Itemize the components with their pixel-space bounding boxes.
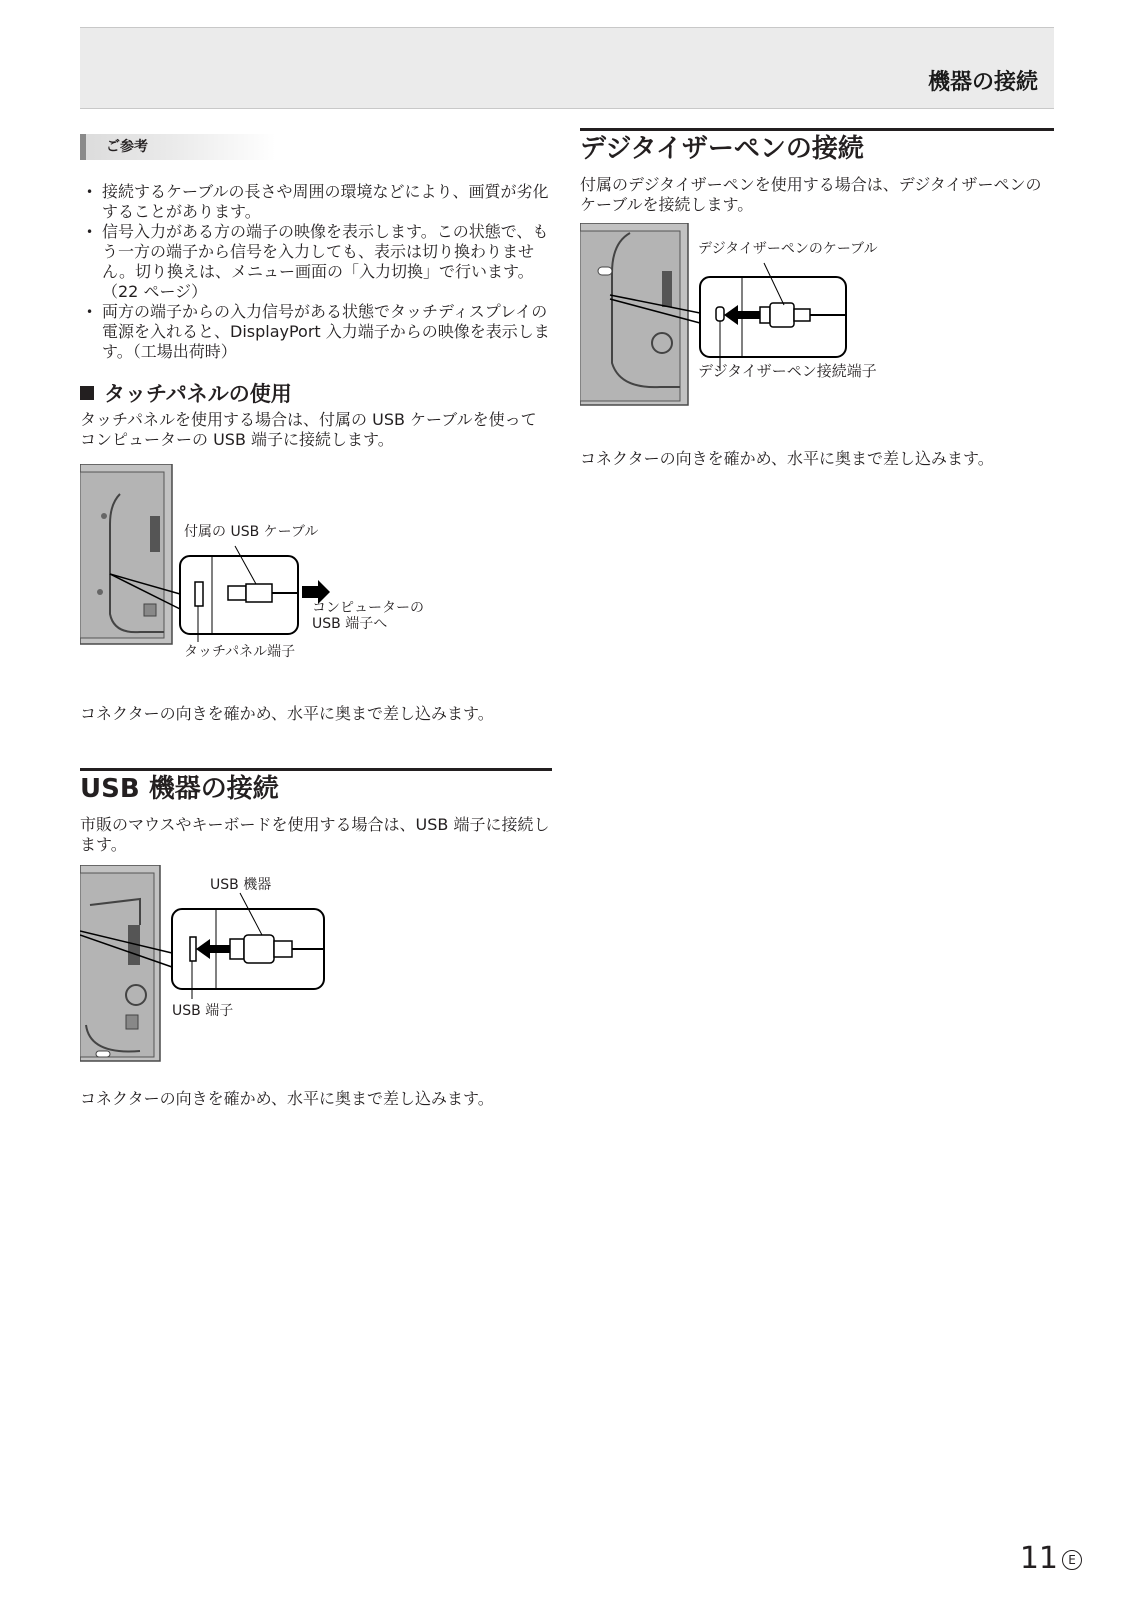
- region-mark-icon: E: [1062, 1550, 1082, 1570]
- label-touch-panel-port: タッチパネル端子: [184, 644, 296, 660]
- page-number-value: 11: [1019, 1541, 1058, 1576]
- note-tag: ご参考: [80, 134, 276, 160]
- touch-panel-heading: タッチパネルの使用: [80, 380, 552, 408]
- label-digitizer-port: デジタイザーペン接続端子: [698, 362, 877, 380]
- touch-panel-illustration: [80, 464, 552, 664]
- digitizer-section-title: デジタイザーペンの接続: [580, 134, 864, 164]
- page-header-title: 機器の接続: [927, 70, 1038, 95]
- touch-panel-figure: [80, 464, 552, 664]
- page-number: [1020, 1542, 1082, 1576]
- label-usb-cable: 付属の USB ケーブル: [184, 524, 319, 540]
- note-list: [80, 182, 552, 362]
- left-column: [80, 134, 552, 1109]
- digitizer-figure: [580, 223, 1054, 413]
- label-usb-port: USB 端子: [172, 1003, 234, 1019]
- usb-caption: コネクターの向きを確かめ、水平に奥まで差し込みます。: [80, 1089, 494, 1108]
- digitizer-caption: コネクターの向きを確かめ、水平に奥まで差し込みます。: [580, 449, 994, 468]
- square-bullet-icon: [80, 386, 94, 400]
- label-to-computer: コンピューターの: [312, 600, 424, 616]
- label-digitizer-cable: デジタイザーペンのケーブル: [698, 241, 878, 257]
- usb-section-body: 市販のマウスやキーボードを使用する場合は、USB 端子に接続します。: [80, 815, 550, 854]
- touch-panel-caption: コネクターの向きを確かめ、水平に奥まで差し込みます。: [80, 704, 494, 723]
- label-usb-device: USB 機器: [210, 877, 272, 893]
- label-to-usb-port: USB 端子へ: [312, 616, 388, 632]
- right-column: [580, 128, 1054, 469]
- usb-section-title: USB 機器の接続: [80, 774, 279, 804]
- note-item: • 接続するケーブルの長さや周囲の環境などにより、画質が劣化することがあります。: [80, 182, 552, 222]
- touch-panel-body: タッチパネルを使用する場合は、付属の USB ケーブルを使ってコンピューターの USB 端子に接続します。: [80, 410, 537, 449]
- usb-illustration: [80, 865, 552, 1065]
- usb-figure: [80, 865, 552, 1065]
- note-item: • 信号入力がある方の端子の映像を表示します。この状態で、もう一方の端子から信号を入力しても、表示は切り換わりません。切り換えは、メニュー画面の「入力切換」で行います。（22 ページ）: [80, 222, 552, 302]
- digitizer-body: 付属のデジタイザーペンを使用する場合は、デジタイザーペンのケーブルを接続します。: [580, 175, 1042, 214]
- note-item: • 両方の端子からの入力信号がある状態でタッチディスプレイの電源を入れると、DisplayPort 入力端子からの映像を表示します。（工場出荷時）: [80, 302, 552, 362]
- header-band: [80, 27, 1054, 109]
